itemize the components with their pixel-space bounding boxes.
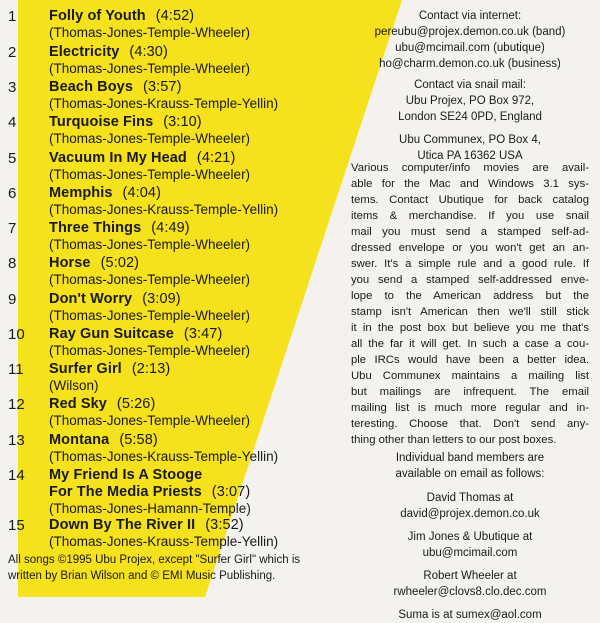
track-title: Surfer Girl (2:13) bbox=[49, 361, 171, 377]
track-credit: (Thomas-Jones-Krauss-Temple-Yellin) bbox=[49, 202, 279, 217]
track-credit: (Thomas-Jones-Krauss-Temple-Yellin) bbox=[49, 534, 279, 549]
internet-line-business: ho@charm.demon.co.uk (business) bbox=[379, 58, 561, 70]
track-credit: (Thomas-Jones-Temple-Wheeler) bbox=[49, 167, 251, 182]
internet-line-band: pereubu@projex.demon.co.uk (band) bbox=[374, 26, 566, 38]
track-duration: (3:57) bbox=[143, 79, 182, 95]
paragraph-line: dressed envelope or you won't get an an- bbox=[351, 242, 589, 254]
track-number: 13 bbox=[8, 432, 25, 449]
paragraph-line: thing other than letters to our post boxes. bbox=[351, 434, 557, 446]
track-number: 10 bbox=[8, 326, 25, 343]
track-duration: (4:04) bbox=[122, 185, 162, 201]
footnote-line-2: written by Brian Wilson and © EMI Music Publishing. bbox=[8, 570, 276, 582]
track-credit: (Thomas-Jones-Temple-Wheeler) bbox=[49, 343, 251, 358]
paragraph-line: items & merchandise. If you use snail bbox=[351, 210, 589, 222]
track-number: 8 bbox=[8, 255, 17, 272]
track-credit: (Thomas-Jones-Temple-Wheeler) bbox=[49, 308, 251, 323]
track-title: Beach Boys (3:57) bbox=[49, 79, 182, 95]
track-credit: (Thomas-Jones-Temple-Wheeler) bbox=[49, 237, 251, 252]
track-duration: (3:09) bbox=[142, 291, 181, 307]
paragraph-line: it in the post box but believe you me that's bbox=[351, 322, 589, 334]
track-number: 1 bbox=[8, 8, 17, 25]
track-duration: (4:49) bbox=[151, 220, 190, 236]
track-duration: (4:52) bbox=[155, 8, 195, 24]
track-number: 3 bbox=[8, 79, 17, 96]
copyright-footnote bbox=[8, 552, 300, 584]
paragraph-line: tems. Contact Ubutique for back catalog bbox=[351, 194, 589, 206]
track-number: 12 bbox=[8, 396, 25, 413]
track-credit: (Thomas-Jones-Temple-Wheeler) bbox=[49, 61, 251, 76]
paragraph-line: all the far it will get. In such a case a cou- bbox=[351, 338, 589, 350]
track-title: Ray Gun Suitcase (3:47) bbox=[49, 326, 223, 342]
track-credit: (Thomas-Jones-Temple-Wheeler) bbox=[49, 272, 251, 287]
address-utica-1: Ubu Communex, PO Box 4, bbox=[399, 134, 541, 146]
track-title: Down By The River II (3:52) bbox=[49, 517, 244, 533]
track-duration: (2:13) bbox=[131, 361, 171, 377]
track-title: Vacuum In My Head (4:21) bbox=[49, 150, 236, 166]
internet-line-ubutique: ubu@mcimail.com (ubutique) bbox=[395, 42, 545, 54]
snail-mail-contact bbox=[351, 77, 589, 164]
member-email: david@projex.demon.co.uk bbox=[400, 508, 540, 520]
suma-email: Suma is at sumex@aol.com bbox=[398, 609, 542, 621]
track-credit: (Thomas-Jones-Krauss-Temple-Yellin) bbox=[49, 96, 279, 111]
track-credit: (Thomas-Jones-Hamann-Temple) bbox=[49, 501, 251, 516]
internet-heading: Contact via internet: bbox=[418, 10, 522, 22]
address-london-2: London SE24 0PD, England bbox=[398, 111, 542, 123]
track-title: My Friend Is A Stooge bbox=[49, 467, 203, 483]
track-number: 6 bbox=[8, 185, 17, 202]
track-number: 14 bbox=[8, 467, 25, 484]
paragraph-line: ple IRCs would have been a better idea. bbox=[351, 354, 589, 366]
track-title: Red Sky (5:26) bbox=[49, 396, 156, 412]
address-utica-2: Utica PA 16362 USA bbox=[417, 150, 523, 162]
track-number: 2 bbox=[8, 44, 17, 61]
track-title: Electricity (4:30) bbox=[49, 44, 168, 60]
info-paragraph bbox=[351, 160, 589, 448]
track-duration: (4:21) bbox=[196, 150, 236, 166]
track-duration: (5:02) bbox=[100, 255, 140, 271]
track-number: 9 bbox=[8, 291, 17, 308]
track-number: 11 bbox=[8, 361, 24, 378]
track-duration: (3:52) bbox=[205, 517, 244, 533]
footnote-line-1: All songs ©1995 Ubu Projex, except "Surfer Girl" which is bbox=[8, 554, 301, 566]
track-title: Memphis (4:04) bbox=[49, 185, 162, 201]
snail-heading: Contact via snail mail: bbox=[414, 79, 526, 91]
track-number: 15 bbox=[8, 517, 25, 534]
track-title: Three Things (4:49) bbox=[49, 220, 190, 236]
track-credit: (Wilson) bbox=[49, 378, 99, 393]
track-credit: (Thomas-Jones-Temple-Wheeler) bbox=[49, 131, 251, 146]
track-credit: (Thomas-Jones-Krauss-Temple-Yellin) bbox=[49, 449, 279, 464]
member-name: Jim Jones & Ubutique at bbox=[407, 531, 533, 543]
member-name: Robert Wheeler at bbox=[423, 570, 517, 582]
track-credit: (Thomas-Jones-Temple-Wheeler) bbox=[49, 25, 251, 40]
paragraph-line: lope to the American address but the bbox=[351, 290, 589, 302]
track-credit: (Thomas-Jones-Temple-Wheeler) bbox=[49, 413, 251, 428]
member-email: ubu@mcimail.com bbox=[422, 547, 518, 559]
paragraph-line: Ubu Communex maintains a mailing list bbox=[351, 370, 589, 382]
paragraph-line: teresting. Choose that. Don't send any- bbox=[351, 418, 589, 430]
paragraph-line: swer. It's a simple rule and a good rule. If bbox=[351, 258, 589, 270]
track-number: 7 bbox=[8, 220, 17, 237]
track-title: Montana (5:58) bbox=[49, 432, 158, 448]
track-duration: (3:07) bbox=[211, 484, 251, 500]
member-name: David Thomas at bbox=[426, 492, 514, 504]
members-intro-1: Individual band members are bbox=[395, 452, 545, 464]
track-duration: (3:10) bbox=[163, 114, 202, 130]
track-duration: (4:30) bbox=[129, 44, 168, 60]
member-email: rwheeler@clovs8.clo.dec.com bbox=[393, 586, 547, 598]
paragraph-line: Various computer/info movies are avail- bbox=[351, 162, 589, 174]
address-london-1: Ubu Projex, PO Box 972, bbox=[405, 95, 535, 107]
paragraph-line: you send a stamped self-addressed enve- bbox=[351, 274, 589, 286]
internet-contact bbox=[351, 8, 589, 72]
track-title: Don't Worry (3:09) bbox=[49, 291, 181, 307]
track-number: 5 bbox=[8, 150, 17, 167]
track-title-line-2: For The Media Priests (3:07) bbox=[49, 484, 251, 500]
members-intro-2: available on email as follows: bbox=[395, 468, 545, 480]
paragraph-line: mail you must send a stamped self-ad- bbox=[351, 226, 589, 238]
paragraph-line: mailing list is much more regular and in- bbox=[351, 402, 589, 414]
track-duration: (3:47) bbox=[183, 326, 223, 342]
track-title: Folly of Youth (4:52) bbox=[49, 8, 195, 24]
track-duration: (5:26) bbox=[116, 396, 156, 412]
paragraph-line: able for the Mac and Windows 3.1 sys- bbox=[351, 178, 589, 190]
track-number: 4 bbox=[8, 114, 17, 131]
band-members-email bbox=[351, 450, 589, 623]
track-duration: (5:58) bbox=[119, 432, 158, 448]
track-title: Horse (5:02) bbox=[49, 255, 140, 271]
track-title: Turquoise Fins (3:10) bbox=[49, 114, 202, 130]
paragraph-line: stamp isn't American then we'll still stick bbox=[351, 306, 589, 318]
paragraph-line: but mailings are infrequent. The email bbox=[351, 386, 589, 398]
